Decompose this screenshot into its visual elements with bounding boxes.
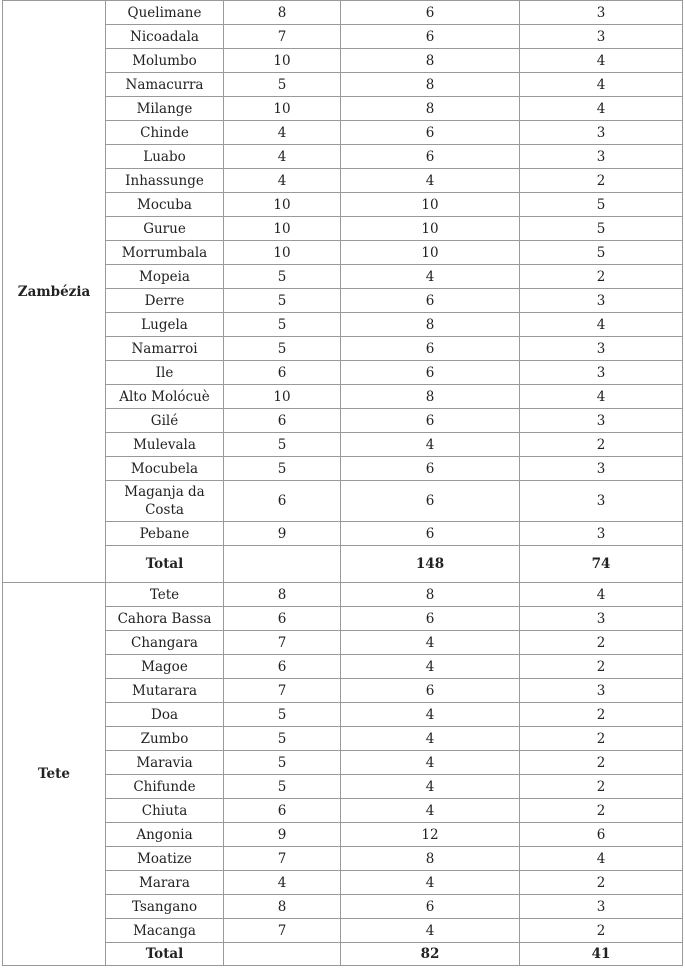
value-cell: 4 <box>520 583 683 607</box>
district-name: Morrumbala <box>106 241 224 265</box>
value-cell: 8 <box>341 49 520 73</box>
value-cell: 6 <box>341 895 520 919</box>
total-value <box>224 943 341 966</box>
value-cell: 4 <box>341 433 520 457</box>
value-cell: 8 <box>341 313 520 337</box>
total-value: 82 <box>341 943 520 966</box>
value-cell: 8 <box>224 895 341 919</box>
value-cell: 7 <box>224 679 341 703</box>
value-cell: 3 <box>520 895 683 919</box>
value-cell: 10 <box>224 217 341 241</box>
value-cell: 10 <box>341 217 520 241</box>
total-label: Total <box>106 546 224 583</box>
value-cell: 4 <box>341 919 520 943</box>
district-name: Magoe <box>106 655 224 679</box>
value-cell: 5 <box>224 289 341 313</box>
value-cell: 9 <box>224 823 341 847</box>
total-value: 74 <box>520 546 683 583</box>
value-cell: 6 <box>520 823 683 847</box>
value-cell: 6 <box>224 361 341 385</box>
value-cell: 5 <box>224 727 341 751</box>
district-name: Mulevala <box>106 433 224 457</box>
value-cell: 3 <box>520 337 683 361</box>
value-cell: 3 <box>520 25 683 49</box>
total-value: 148 <box>341 546 520 583</box>
value-cell: 8 <box>224 1 341 25</box>
value-cell: 2 <box>520 703 683 727</box>
value-cell: 6 <box>224 409 341 433</box>
district-name: Derre <box>106 289 224 313</box>
district-name: Inhassunge <box>106 169 224 193</box>
value-cell: 5 <box>224 751 341 775</box>
value-cell: 6 <box>341 457 520 481</box>
value-cell: 7 <box>224 919 341 943</box>
table-row <box>3 1 683 25</box>
value-cell: 5 <box>520 217 683 241</box>
value-cell: 4 <box>341 871 520 895</box>
district-name: Tete <box>106 583 224 607</box>
district-name: Lugela <box>106 313 224 337</box>
value-cell: 6 <box>341 522 520 546</box>
district-name: Chifunde <box>106 775 224 799</box>
value-cell: 4 <box>520 313 683 337</box>
district-name: Cahora Bassa <box>106 607 224 631</box>
value-cell: 4 <box>520 385 683 409</box>
value-cell: 7 <box>224 25 341 49</box>
value-cell: 2 <box>520 655 683 679</box>
value-cell: 4 <box>224 871 341 895</box>
district-name: Maganja da Costa <box>106 481 224 522</box>
value-cell: 6 <box>224 799 341 823</box>
district-name: Maravia <box>106 751 224 775</box>
district-name: Namacurra <box>106 73 224 97</box>
value-cell: 3 <box>520 145 683 169</box>
district-name: Zumbo <box>106 727 224 751</box>
value-cell: 6 <box>341 337 520 361</box>
value-cell: 5 <box>520 241 683 265</box>
value-cell: 2 <box>520 871 683 895</box>
value-cell: 8 <box>224 583 341 607</box>
value-cell: 4 <box>224 145 341 169</box>
district-name: Milange <box>106 97 224 121</box>
value-cell: 5 <box>224 337 341 361</box>
district-name: Gurue <box>106 217 224 241</box>
value-cell: 6 <box>341 607 520 631</box>
value-cell: 10 <box>224 241 341 265</box>
value-cell: 4 <box>341 703 520 727</box>
value-cell: 2 <box>520 751 683 775</box>
value-cell: 10 <box>224 193 341 217</box>
value-cell: 2 <box>520 727 683 751</box>
district-name: Molumbo <box>106 49 224 73</box>
value-cell: 6 <box>341 145 520 169</box>
value-cell: 2 <box>520 775 683 799</box>
district-name: Ile <box>106 361 224 385</box>
value-cell: 6 <box>341 361 520 385</box>
value-cell: 5 <box>224 433 341 457</box>
value-cell: 4 <box>224 121 341 145</box>
district-name: Mocuba <box>106 193 224 217</box>
value-cell: 6 <box>341 679 520 703</box>
value-cell: 3 <box>520 522 683 546</box>
total-value <box>224 546 341 583</box>
value-cell: 4 <box>520 847 683 871</box>
value-cell: 4 <box>520 49 683 73</box>
district-table <box>2 0 683 966</box>
value-cell: 3 <box>520 361 683 385</box>
value-cell: 8 <box>341 583 520 607</box>
value-cell: 4 <box>341 655 520 679</box>
value-cell: 3 <box>520 1 683 25</box>
table-body <box>3 1 683 966</box>
value-cell: 5 <box>224 73 341 97</box>
district-name: Chinde <box>106 121 224 145</box>
value-cell: 8 <box>341 97 520 121</box>
value-cell: 7 <box>224 631 341 655</box>
value-cell: 4 <box>341 751 520 775</box>
value-cell: 8 <box>341 847 520 871</box>
value-cell: 4 <box>520 73 683 97</box>
district-name: Mutarara <box>106 679 224 703</box>
value-cell: 6 <box>341 25 520 49</box>
district-name: Luabo <box>106 145 224 169</box>
value-cell: 12 <box>341 823 520 847</box>
district-name: Moatize <box>106 847 224 871</box>
value-cell: 4 <box>341 265 520 289</box>
value-cell: 10 <box>341 193 520 217</box>
district-name: Pebane <box>106 522 224 546</box>
table-row <box>3 583 683 607</box>
district-name: Doa <box>106 703 224 727</box>
district-name: Angonia <box>106 823 224 847</box>
district-name: Marara <box>106 871 224 895</box>
total-label: Total <box>106 943 224 966</box>
district-name: Gilé <box>106 409 224 433</box>
value-cell: 3 <box>520 409 683 433</box>
value-cell: 2 <box>520 799 683 823</box>
value-cell: 6 <box>341 1 520 25</box>
district-name: Macanga <box>106 919 224 943</box>
value-cell: 4 <box>341 169 520 193</box>
value-cell: 3 <box>520 289 683 313</box>
district-name: Tsangano <box>106 895 224 919</box>
value-cell: 2 <box>520 919 683 943</box>
value-cell: 3 <box>520 121 683 145</box>
value-cell: 3 <box>520 457 683 481</box>
value-cell: 2 <box>520 631 683 655</box>
value-cell: 6 <box>224 481 341 522</box>
district-name: Quelimane <box>106 1 224 25</box>
value-cell: 3 <box>520 679 683 703</box>
district-name: Mocubela <box>106 457 224 481</box>
value-cell: 5 <box>224 703 341 727</box>
value-cell: 5 <box>224 775 341 799</box>
value-cell: 10 <box>224 97 341 121</box>
value-cell: 6 <box>224 655 341 679</box>
value-cell: 4 <box>341 799 520 823</box>
value-cell: 4 <box>341 727 520 751</box>
value-cell: 3 <box>520 481 683 522</box>
value-cell: 4 <box>341 775 520 799</box>
value-cell: 8 <box>341 73 520 97</box>
total-value: 41 <box>520 943 683 966</box>
district-name: Mopeia <box>106 265 224 289</box>
value-cell: 6 <box>224 607 341 631</box>
district-name: Namarroi <box>106 337 224 361</box>
value-cell: 9 <box>224 522 341 546</box>
value-cell: 7 <box>224 847 341 871</box>
value-cell: 3 <box>520 607 683 631</box>
value-cell: 5 <box>224 313 341 337</box>
value-cell: 6 <box>341 289 520 313</box>
district-name: Chiuta <box>106 799 224 823</box>
value-cell: 2 <box>520 169 683 193</box>
value-cell: 5 <box>224 457 341 481</box>
value-cell: 2 <box>520 265 683 289</box>
value-cell: 6 <box>341 481 520 522</box>
value-cell: 6 <box>341 409 520 433</box>
value-cell: 6 <box>341 121 520 145</box>
value-cell: 4 <box>224 169 341 193</box>
district-name: Alto Molócuè <box>106 385 224 409</box>
value-cell: 4 <box>341 631 520 655</box>
province-name: Tete <box>3 583 106 966</box>
value-cell: 10 <box>224 385 341 409</box>
district-name: Nicoadala <box>106 25 224 49</box>
value-cell: 5 <box>224 265 341 289</box>
value-cell: 4 <box>520 97 683 121</box>
value-cell: 2 <box>520 433 683 457</box>
value-cell: 10 <box>341 241 520 265</box>
value-cell: 8 <box>341 385 520 409</box>
province-name: Zambézia <box>3 1 106 583</box>
district-name: Changara <box>106 631 224 655</box>
value-cell: 5 <box>520 193 683 217</box>
value-cell: 10 <box>224 49 341 73</box>
